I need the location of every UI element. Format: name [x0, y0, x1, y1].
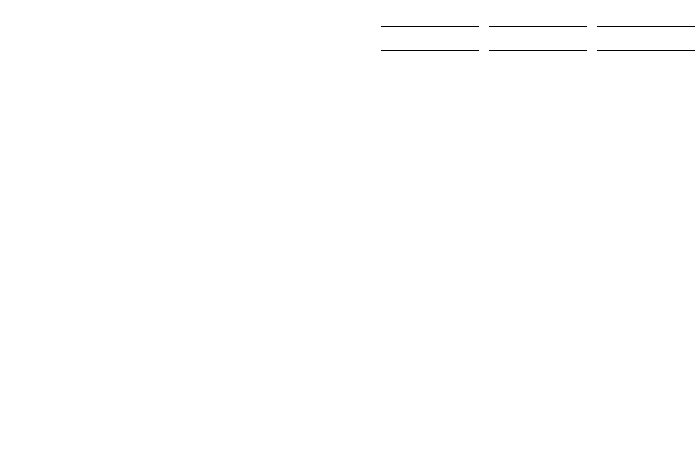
year-rule [381, 50, 479, 51]
year-rule [597, 50, 695, 51]
header-rule [489, 26, 587, 27]
header-rule [381, 26, 479, 27]
year-rule [489, 50, 587, 51]
header-rule [597, 26, 695, 27]
